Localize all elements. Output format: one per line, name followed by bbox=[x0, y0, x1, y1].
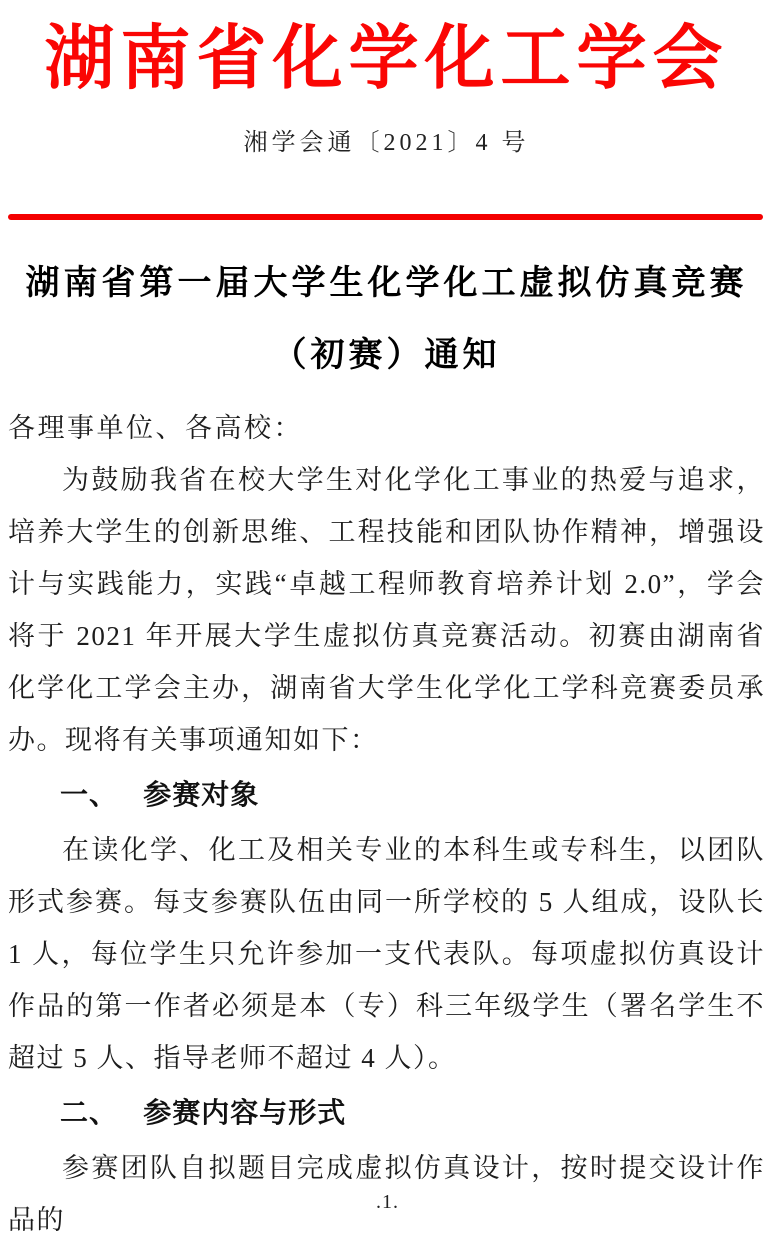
page-footer bbox=[0, 1191, 775, 1214]
letterhead-divider bbox=[8, 214, 763, 220]
org-title: 湖南省化学化工学会 bbox=[44, 21, 729, 98]
section-2-heading bbox=[8, 1084, 765, 1142]
section-2-number: 二、 bbox=[60, 1097, 119, 1128]
salutation: 各理事单位、各高校： bbox=[8, 413, 303, 443]
doc-title-line-1: 湖南省第一届大学生化学化工虚拟仿真竞赛 bbox=[25, 265, 748, 302]
section-1-title: 参赛对象 bbox=[143, 779, 260, 810]
paragraph-intro: 为鼓励我省在校大学生对化学化工事业的热爱与追求，培养大学生的创新思维、工程技能和团队协作精神，增强设计与实践能力，实践“卓越工程师教育培养计划 2.0”，学会将于 2021 年开展大学生虚拟仿真竞赛活动。初赛由湖南省化学化工学会主办，湖南省大学生化学化工学科竞赛委员承办。现将有关事项通知如下： bbox=[8, 465, 765, 755]
doc-title bbox=[8, 248, 765, 392]
letterhead bbox=[8, 18, 765, 220]
paragraph-content-form: 参赛团队自拟题目完成虚拟仿真设计，按时提交设计作品的 bbox=[8, 1153, 765, 1235]
doc-number: 湘学会通〔2021〕4 号 bbox=[243, 130, 530, 156]
document-body bbox=[8, 402, 765, 1246]
section-1-number: 一、 bbox=[60, 779, 119, 810]
section-1-heading bbox=[8, 766, 765, 824]
doc-title-line-2: （初赛）通知 bbox=[272, 337, 501, 374]
page-number: .1. bbox=[376, 1191, 399, 1213]
section-2-title: 参赛内容与形式 bbox=[143, 1097, 347, 1128]
paragraph-eligibility: 在读化学、化工及相关专业的本科生或专科生，以团队形式参赛。每支参赛队伍由同一所学校的 5 人组成，设队长 1 人，每位学生只允许参加一支代表队。每项虚拟仿真设计作品的第一作者必须是本（专）科三年级学生（署名学生不超过 5 人、指导老师不超过 4 人）。 bbox=[8, 835, 765, 1073]
